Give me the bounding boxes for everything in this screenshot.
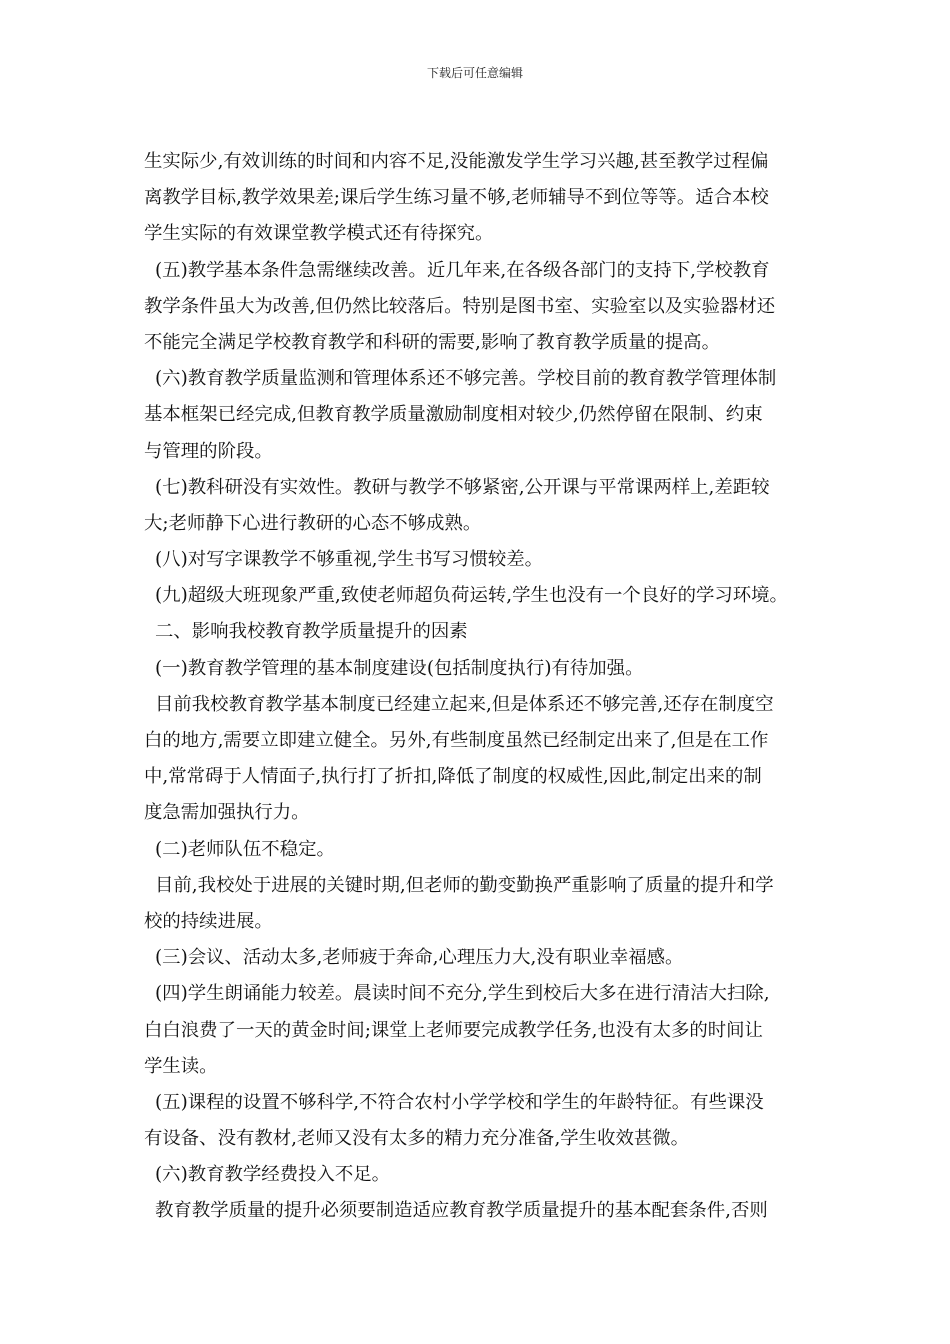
text-line: 目前我校教育教学基本制度已经建立起来,但是体系还不够完善,还存在制度空 xyxy=(155,693,774,715)
text-line: 白白浪费了一天的黄金时间;课堂上老师要完成教学任务,也没有太多的时间让 xyxy=(144,1019,763,1041)
text-line: 校的持续进展。 xyxy=(144,910,273,932)
text-line: 二、影响我校教育教学质量提升的因素 xyxy=(155,621,468,643)
text-line: (八)对写字课教学不够重视,学生书写习惯较差。 xyxy=(155,549,544,571)
text-line: (四)学生朗诵能力较差。晨读时间不充分,学生到校后大多在进行清洁大扫除, xyxy=(155,983,770,1005)
document-body xyxy=(144,144,814,1230)
text-line: (三)会议、活动太多,老师疲于奔命,心理压力大,没有职业幸福感。 xyxy=(155,947,684,969)
text-line: (二)老师队伍不稳定。 xyxy=(155,838,335,860)
text-line: 大;老师静下心进行教研的心态不够成熟。 xyxy=(144,512,482,534)
text-line: 学生读。 xyxy=(144,1055,218,1077)
text-line: 度急需加强执行力。 xyxy=(144,802,310,824)
text-line: 白的地方,需要立即建立健全。另外,有些制度虽然已经制定出来了,但是在工作 xyxy=(144,730,769,751)
text-line: 与管理的阶段。 xyxy=(144,440,273,462)
text-line: 目前,我校处于进展的关键时期,但老师的勤变勤换严重影响了质量的提升和学 xyxy=(155,874,774,896)
text-line: (七)教科研没有实效性。教研与教学不够紧密,公开课与平常课两样上,差距较 xyxy=(155,476,770,498)
page-header: 下载后可任意编辑 xyxy=(426,66,523,80)
text-line: (九)超级大班现象严重,致使老师超负荷运转,学生也没有一个良好的学习环境。 xyxy=(155,585,788,607)
text-line: 生实际少,有效训练的时间和内容不足,没能激发学生学习兴趣,甚至教学过程偏 xyxy=(144,151,769,172)
text-line: (六)教育教学质量监测和管理体系还不够完善。学校目前的教育教学管理体制 xyxy=(155,368,777,390)
text-line: (一)教育教学管理的基本制度建设(包括制度执行)有待加强。 xyxy=(155,657,644,679)
text-line: 中,常常碍于人情面子,执行打了折扣,降低了制度的权威性,因此,制定出来的制 xyxy=(144,766,762,788)
text-line: 离教学目标,教学效果差;课后学生练习量不够,老师辅导不到位等等。适合本校 xyxy=(144,187,769,209)
text-line: 教学条件虽大为改善,但仍然比较落后。特别是图书室、实验室以及实验器材还 xyxy=(144,295,776,317)
text-line: (五)课程的设置不够科学,不符合农村小学学校和学生的年龄特征。有些课没 xyxy=(155,1091,764,1113)
text-line: 有设备、没有教材,老师又没有太多的精力充分准备,学生收效甚微。 xyxy=(144,1128,690,1150)
text-line: (五)教学基本条件急需继续改善。近几年来,在各级各部门的支持下,学校教育 xyxy=(155,259,770,281)
text-line: 不能完全满足学校教育教学和科研的需要,影响了教育教学质量的提高。 xyxy=(144,331,720,353)
text-line: (六)教育教学经费投入不足。 xyxy=(155,1164,391,1186)
text-line: 学生实际的有效课堂教学模式还有待探究。 xyxy=(144,223,494,245)
text-line: 基本框架已经完成,但教育教学质量激励制度相对较少,仍然停留在限制、约束 xyxy=(144,404,763,426)
text-line: 教育教学质量的提升必须要制造适应教育教学质量提升的基本配套条件,否则 xyxy=(155,1200,768,1222)
